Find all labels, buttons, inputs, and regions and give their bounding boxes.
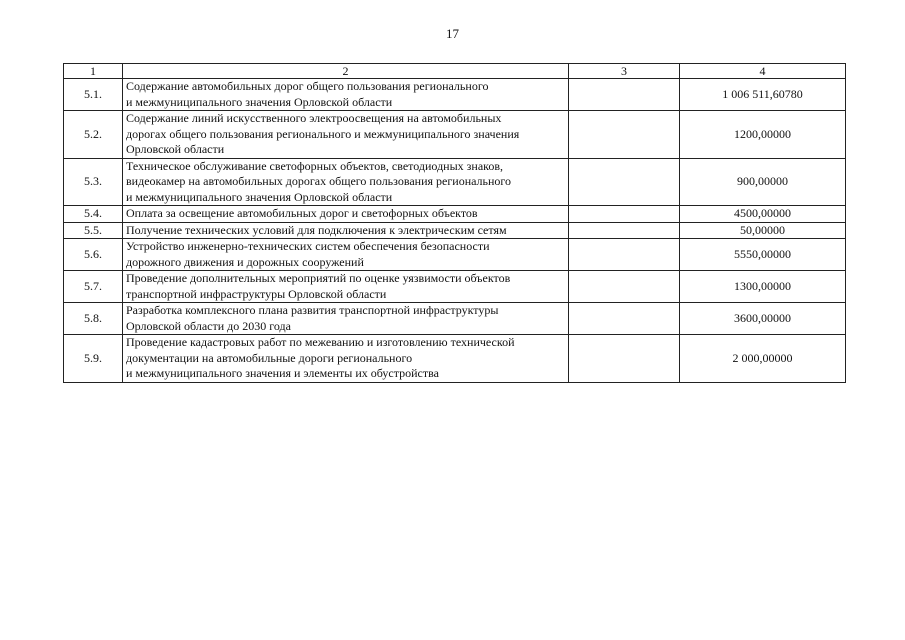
row-column3-cell — [569, 271, 680, 303]
row-amount-cell: 2 000,00000 — [680, 335, 846, 383]
row-number-cell: 5.6. — [64, 239, 123, 271]
row-column3-cell — [569, 111, 680, 159]
description-line: Орловской области до 2030 года — [126, 318, 291, 333]
table-row — [64, 239, 846, 271]
row-description-cell — [123, 335, 569, 383]
description-line: дорогах общего пользования регионального и межмуниципального значения — [126, 126, 520, 141]
header-cell-4: 4 — [680, 64, 846, 79]
description-line: Получение технических условий для подключения к электрическим сетям — [126, 222, 507, 237]
row-description-cell — [123, 222, 569, 239]
header-cell-1: 1 — [64, 64, 123, 79]
header-cell-3: 3 — [569, 64, 680, 79]
row-description-cell — [123, 303, 569, 335]
row-column3-cell — [569, 79, 680, 111]
row-column3-cell — [569, 206, 680, 223]
row-column3-cell — [569, 239, 680, 271]
row-amount-cell: 900,00000 — [680, 158, 846, 206]
header-cell-2: 2 — [123, 64, 569, 79]
description-line: документации на автомобильные дороги регионального — [126, 350, 413, 365]
row-amount-cell: 4500,00000 — [680, 206, 846, 223]
row-amount-cell: 50,00000 — [680, 222, 846, 239]
row-amount-cell: 1300,00000 — [680, 271, 846, 303]
table-row — [64, 111, 846, 159]
table-header-row — [64, 64, 846, 79]
row-amount-cell: 1200,00000 — [680, 111, 846, 159]
row-number-cell: 5.3. — [64, 158, 123, 206]
data-table — [63, 63, 846, 383]
table-row — [64, 206, 846, 223]
row-number-cell: 5.8. — [64, 303, 123, 335]
description-line: Проведение дополнительных мероприятий по оценке уязвимости объектов — [126, 271, 511, 285]
row-amount-cell: 5550,00000 — [680, 239, 846, 271]
row-description-cell — [123, 79, 569, 111]
description-line: Проведение кадастровых работ по межеванию и изготовлению технической — [126, 335, 515, 349]
table-row — [64, 271, 846, 303]
table-row — [64, 79, 846, 111]
row-number-cell: 5.7. — [64, 271, 123, 303]
row-column3-cell — [569, 158, 680, 206]
row-column3-cell — [569, 222, 680, 239]
description-line: транспортной инфраструктуры Орловской области — [126, 286, 387, 301]
row-number-cell: 5.5. — [64, 222, 123, 239]
row-number-cell: 5.1. — [64, 79, 123, 111]
row-amount-cell: 3600,00000 — [680, 303, 846, 335]
table-row — [64, 335, 846, 383]
description-line: и межмуниципального значения Орловской области — [126, 189, 393, 204]
table-body — [64, 64, 846, 383]
description-line: Устройство инженерно-технических систем обеспечения безопасности — [126, 239, 490, 253]
description-line: Орловской области — [126, 142, 225, 156]
description-line: Техническое обслуживание светофорных объектов, светодиодных знаков, — [126, 158, 504, 173]
description-line: дорожного движения и дорожных сооружений — [126, 254, 364, 269]
description-line: Содержание линий искусственного электроосвещения на автомобильных — [126, 111, 502, 125]
table-row — [64, 303, 846, 335]
row-description-cell — [123, 271, 569, 303]
description-line: и межмуниципального значения и элементы их обустройства — [126, 366, 439, 380]
table-row — [64, 158, 846, 206]
row-description-cell — [123, 158, 569, 206]
description-line: видеокамер на автомобильных дорогах общего пользования регионального — [126, 174, 512, 188]
description-line: Содержание автомобильных дорог общего пользования регионального — [126, 79, 489, 93]
description-line: и межмуниципального значения Орловской области — [126, 94, 393, 109]
description-line: Оплата за освещение автомобильных дорог и светофорных объектов — [126, 206, 478, 220]
row-column3-cell — [569, 335, 680, 383]
row-column3-cell — [569, 303, 680, 335]
row-description-cell — [123, 239, 569, 271]
row-number-cell: 5.4. — [64, 206, 123, 223]
row-description-cell — [123, 111, 569, 159]
table-row — [64, 222, 846, 239]
row-number-cell: 5.2. — [64, 111, 123, 159]
row-description-cell — [123, 206, 569, 223]
row-amount-cell: 1 006 511,60780 — [680, 79, 846, 111]
row-number-cell: 5.9. — [64, 335, 123, 383]
page-number: 17 — [446, 26, 459, 41]
description-line: Разработка комплексного плана развития транспортной инфраструктуры — [126, 303, 499, 317]
